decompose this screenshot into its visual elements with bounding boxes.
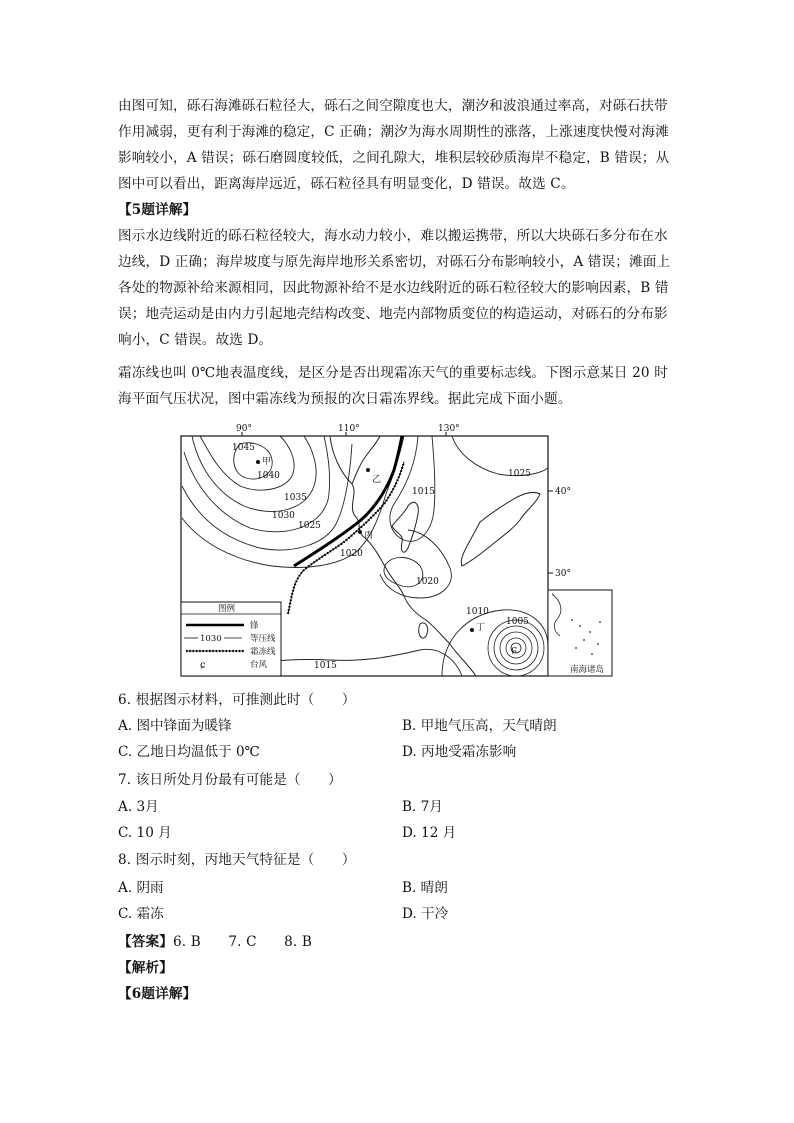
inset-label: 南海诸岛 bbox=[570, 665, 605, 675]
question-8-stem: 8. 图示时刻，丙地天气特征是（ ） bbox=[118, 852, 356, 868]
isobar-label-1045: 1045 bbox=[232, 443, 255, 453]
question-8-option-d[interactable]: D. 干冷 bbox=[402, 906, 449, 922]
question-7-option-a[interactable]: A. 3月 bbox=[118, 799, 159, 815]
isobar-label-1020: 1020 bbox=[340, 549, 363, 559]
isobar-label-1040: 1040 bbox=[257, 471, 280, 481]
place-label-bing: 丙 bbox=[364, 531, 374, 541]
question-7-option-c[interactable]: C. 10 月 bbox=[118, 825, 172, 841]
intro-line-2: 海平面气压状况，图中霜冻线为预报的次日霜冻界线。据此完成下面小题。 bbox=[118, 391, 572, 407]
pressure-map-figure bbox=[180, 424, 614, 678]
paragraph-1-line-2: 作用减弱，更有利于海滩的稳定，C 正确；潮汐为海水周期性的涨落，上涨速度快慢对海滩 bbox=[118, 124, 670, 140]
paragraph-2-line-2: 边线，D 正确；海岸坡度与原先海岸地形关系密切，对砾石分布影响较小，A 错误；滩面上 bbox=[118, 254, 671, 270]
place-dot-ding bbox=[470, 628, 474, 632]
place-dot-bing bbox=[358, 530, 362, 534]
answer-label: 【答案】 bbox=[118, 934, 173, 950]
isobar-label-1025: 1025 bbox=[298, 521, 321, 531]
place-label-yi: 乙 bbox=[372, 475, 382, 485]
paragraph-2-line-5: 响小，C 错误。故选 D。 bbox=[118, 332, 273, 348]
place-dot-yi bbox=[366, 468, 370, 472]
question-8-option-a[interactable]: A. 阴雨 bbox=[118, 880, 164, 896]
pressure-map bbox=[180, 424, 614, 678]
isobar-label-1015-north: 1015 bbox=[412, 487, 435, 497]
legend-typhoon-icon: ɕ bbox=[200, 660, 206, 671]
isobar-label-1030: 1030 bbox=[272, 511, 295, 521]
paragraph-1-line-1: 由图可知，砾石海滩砾石粒径大，砾石之间空隙度也大，潮汐和波浪通过率高，对砾石扶带 bbox=[118, 98, 668, 114]
question-7-stem: 7. 该日所处月份最有可能是（ ） bbox=[118, 772, 342, 788]
legend-typhoon-label: 台风 bbox=[250, 660, 268, 670]
place-dot-jia bbox=[256, 460, 260, 464]
lat-label-30: 30° bbox=[555, 569, 571, 579]
paragraph-1-line-3: 影响较小，A 错误；砾石磨圆度较低，之间孔隙大，堆积层较砂质海岸不稳定，B 错误；从 bbox=[118, 150, 670, 166]
place-label-ding: 丁 bbox=[476, 623, 486, 633]
paragraph-2-line-4: 误；地壳运动是由内力引起地壳结构改变、地壳内部物质变位的构造运动，对砾石的分布影 bbox=[118, 306, 668, 322]
legend-isobar-label: 等压线 bbox=[250, 634, 276, 644]
question-6-option-a[interactable]: A. 图中锋面为暖锋 bbox=[118, 718, 232, 734]
heading-question-6: 【6题详解】 bbox=[118, 986, 197, 1002]
isobar-label-1035: 1035 bbox=[284, 493, 307, 503]
paragraph-2-line-1: 图示水边线附近的砾石粒径较大，海水动力较小，难以搬运携带，所以大块砾石多分布在水 bbox=[118, 228, 668, 244]
question-7-option-d[interactable]: D. 12 月 bbox=[402, 825, 457, 841]
legend-frost-label: 霜冻线 bbox=[250, 647, 276, 657]
question-8-option-c[interactable]: C. 霜冻 bbox=[118, 906, 164, 922]
question-7-option-b[interactable]: B. 7月 bbox=[402, 799, 443, 815]
lat-label-40: 40° bbox=[555, 487, 571, 497]
legend-front-label: 锋 bbox=[250, 621, 259, 631]
isobar-label-1020-east: 1020 bbox=[416, 577, 439, 587]
answer-text: 6. B 7. C 8. B bbox=[172, 934, 313, 950]
heading-question-5: 【5题详解】 bbox=[118, 202, 197, 218]
lon-label-90: 90° bbox=[236, 424, 252, 434]
isobar-label-1025-east: 1025 bbox=[508, 469, 531, 479]
paragraph-2-line-3: 各处的物源补给来源相同，因此物源补给不是水边线附近的砾石粒径较大的影响因素，B 错 bbox=[118, 280, 669, 296]
question-8-option-b[interactable]: B. 晴朗 bbox=[402, 880, 448, 896]
question-6-option-b[interactable]: B. 甲地气压高，天气晴朗 bbox=[402, 718, 557, 734]
question-6-stem: 6. 根据图示材料，可推测此时（ ） bbox=[118, 692, 356, 708]
legend-isobar-value: 1030 bbox=[200, 634, 222, 644]
answer-line bbox=[118, 932, 312, 952]
lon-label-110: 110° bbox=[338, 424, 360, 434]
typhoon-symbol-icon: ɕ bbox=[511, 643, 518, 656]
place-label-jia: 甲 bbox=[262, 457, 272, 467]
isobar-label-1015-south: 1015 bbox=[314, 661, 337, 671]
legend-title: 图例 bbox=[218, 604, 236, 614]
analysis-heading: 【解析】 bbox=[118, 960, 173, 976]
intro-line-1: 霜冻线也叫 0℃地表温度线，是区分是否出现霜冻天气的重要标志线。下图示意某日 20 时 bbox=[118, 365, 668, 381]
isobar-label-1010: 1010 bbox=[466, 607, 489, 617]
isobar-label-1005: 1005 bbox=[506, 617, 529, 627]
question-6-option-c[interactable]: C. 乙地日均温低于 0℃ bbox=[118, 744, 260, 760]
paragraph-1-line-4: 图中可以看出，距离海岸远近，砾石粒径具有明显变化，D 错误。故选 C。 bbox=[118, 176, 575, 192]
question-6-option-d[interactable]: D. 丙地受霜冻影响 bbox=[402, 744, 517, 760]
inset-frame bbox=[548, 590, 612, 676]
lon-label-130: 130° bbox=[438, 424, 460, 434]
